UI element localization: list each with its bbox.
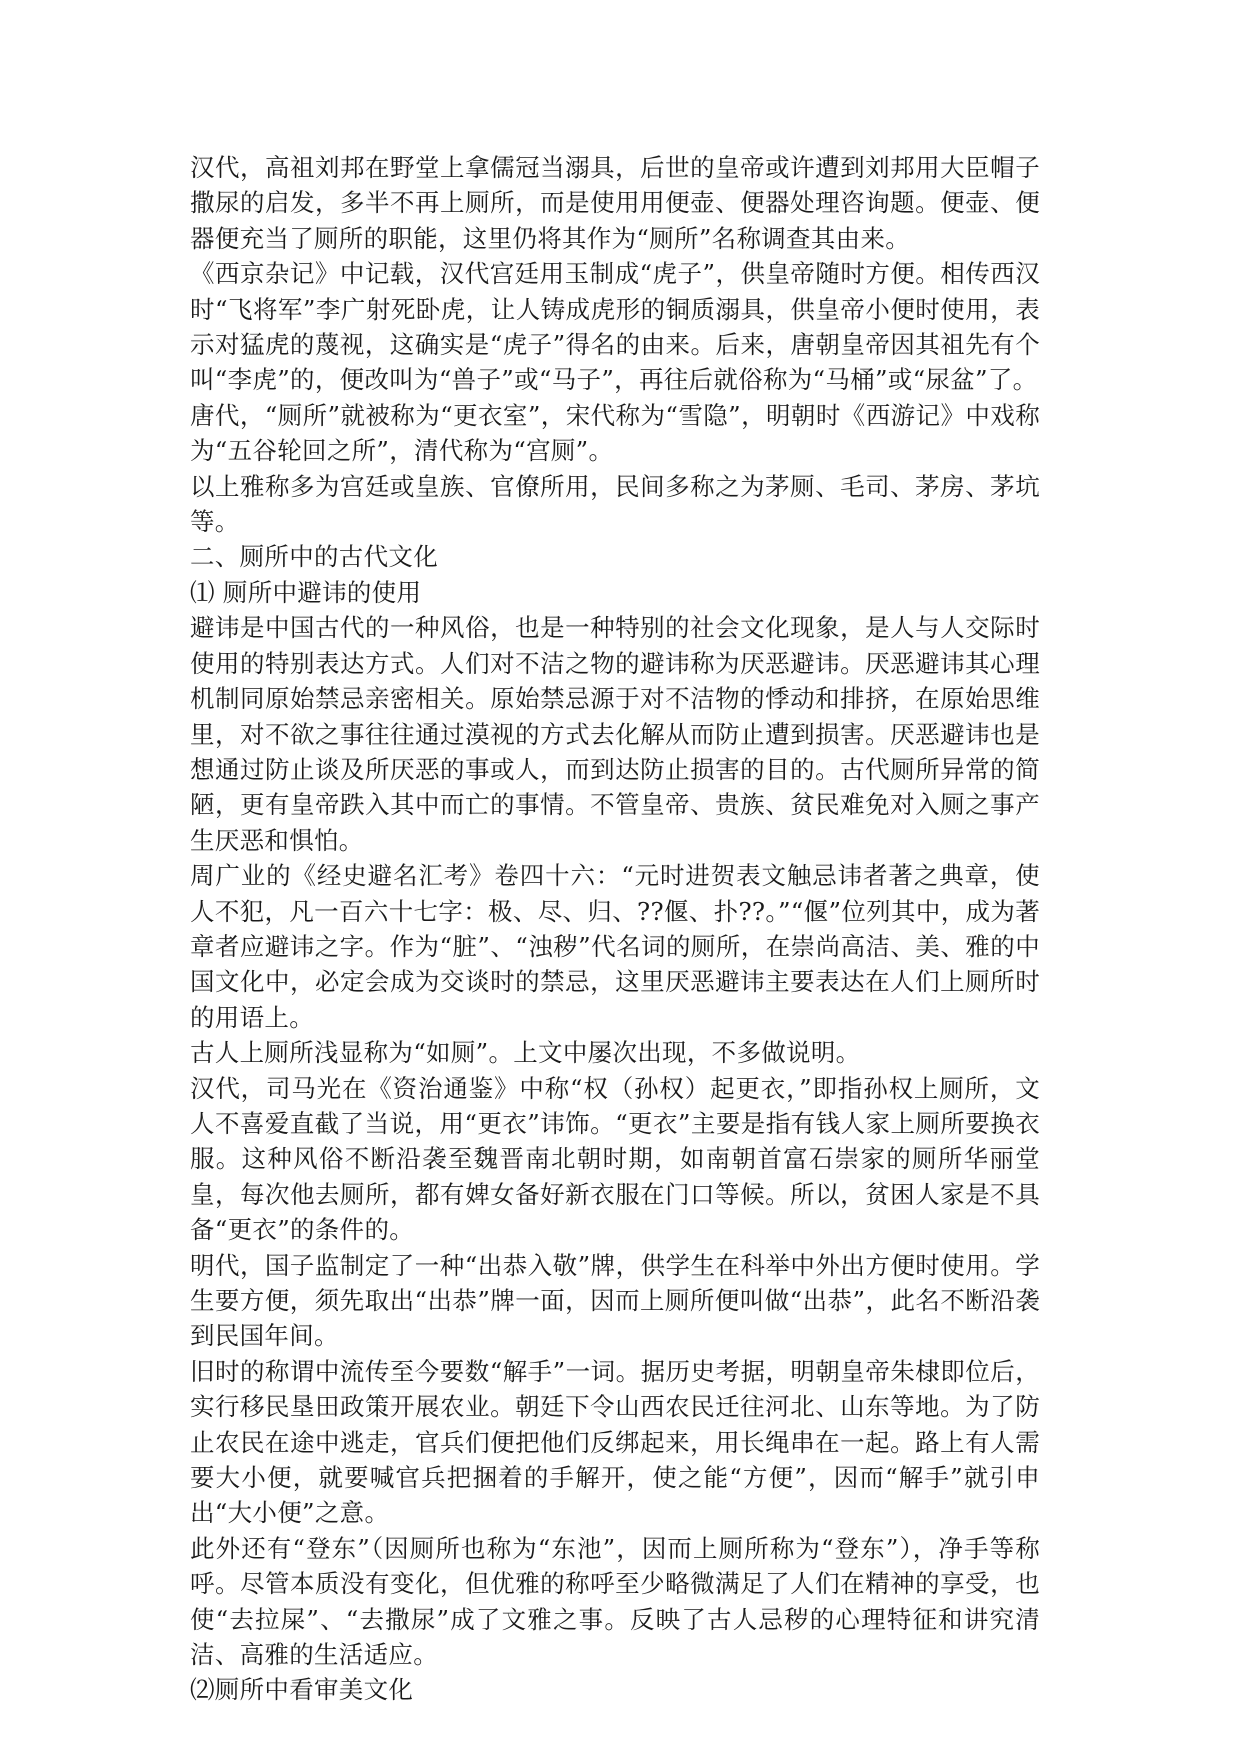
paragraph: 旧时的称谓中流传至今要数“解手”一词。据历史考据，明朝皇帝朱棣即位后，实行移民垦田政策开展农业。朝廷下令山西农民迁往河北、山东等地。为了防止农民在途中逃走，官兵们便把他们反绑起来，用长绳串在一起。路上有人需要大小便，就要喊官兵把捆着的手解开，使之能“方便”，因而“解手”就引申出“大小便”之意。 xyxy=(190,1356,1040,1528)
paragraph: 明代，国子监制定了一种“出恭入敬”牌，供学生在科举中外出方便时使用。学生要方便，须先取出“出恭”牌一面，因而上厕所便叫做“出恭”，此名不断沿袭到民国年间。 xyxy=(190,1250,1040,1351)
paragraph: 汉代，高祖刘邦在野堂上拿儒冠当溺具，后世的皇帝或许遭到刘邦用大臣帽子撒尿的启发，多半不再上厕所，而是使用用便壶、便器处理咨询题。便壶、便器便充当了厕所的职能，这里仍将其作为“厕所”名称调查其由来。 xyxy=(190,153,1040,253)
subsection-heading: ⑴ 厕所中避讳的使用 xyxy=(190,577,422,607)
paragraph: 周广业的《经史避名汇考》卷四十六：“元时进贺表文触忌讳者著之典章，使人不犯，凡一百六十七字：极、尽、归、??偃、扑??。”“偃”位列其中，成为著章者应避讳之字。作为“脏”、“浊秽”代名词的厕所，在崇尚高洁、美、雅的中国文化中，必定会成为交谈时的禁忌，这里厌恶避讳主要表达在人们上厕所时的用语上。 xyxy=(190,861,1040,1032)
subsection-heading: ⑵厕所中看审美文化 xyxy=(190,1675,414,1705)
paragraph: 以上雅称多为宫廷或皇族、官僚所用，民间多称之为茅厕、毛司、茅房、茅坑等。 xyxy=(190,471,1040,537)
paragraph: 古人上厕所浅显称为“如厕”。上文中屡次出现，不多做说明。 xyxy=(190,1038,861,1068)
paragraph: 唐代，“厕所”就被称为“更衣室”，宋代称为“雪隐”，明朝时《西游记》中戏称为“五谷轮回之所”，清代称为“宫厕”。 xyxy=(190,400,1040,466)
paragraph: 此外还有“登东”（因厕所也称为“东池”，因而上厕所称为“登东”），净手等称呼。尽管本质没有变化，但优雅的称呼至少略微满足了人们在精神的享受，也使“去拉屎”、“去撒尿”成了文雅之事。反映了古人忌秽的心理特征和讲究清洁、高雅的生活适应。 xyxy=(190,1533,1040,1670)
section-heading: 二、厕所中的古代文化 xyxy=(190,542,438,572)
paragraph: 汉代，司马光在《资治通鉴》中称“权（孙权）起更衣，”即指孙权上厕所，文人不喜爱直截了当说，用“更衣”讳饰。“更衣”主要是指有钱人家上厕所要换衣服。这种风俗不断沿袭至魏晋南北朝时期，如南朝首富石崇家的厕所华丽堂皇，每次他去厕所，都有婢女备好新衣服在门口等候。所以，贫困人家是不具备“更衣”的条件的。 xyxy=(190,1073,1040,1245)
document-body xyxy=(190,150,1040,1708)
paragraph: 《西京杂记》中记载，汉代宫廷用玉制成“虎子”，供皇帝随时方便。相传西汉时“飞将军”李广射死卧虎，让人铸成虎形的铜质溺具，供皇帝小便时使用，表示对猛虎的蔑视，这确实是“虎子”得名的由来。后来，唐朝皇帝因其祖先有个叫“李虎”的，便改叫为“兽子”或“马子”，再往后就俗称为“马桶”或“尿盆”了。 xyxy=(190,259,1040,395)
paragraph: 避讳是中国古代的一种风俗，也是一种特别的社会文化现象，是人与人交际时使用的特别表达方式。人们对不洁之物的避讳称为厌恶避讳。厌恶避讳其心理机制同原始禁忌亲密相关。原始禁忌源于对不洁物的悸动和排挤，在原始思维里，对不欲之事往往通过漠视的方式去化解从而防止遭到损害。厌恶避讳也是想通过防止谈及所厌恶的事或人，而到达防止损害的目的。古代厕所异常的简陋，更有皇帝跌入其中而亡的事情。不管皇帝、贵族、贫民难免对入厕之事产生厌恶和惧怕。 xyxy=(190,613,1040,855)
